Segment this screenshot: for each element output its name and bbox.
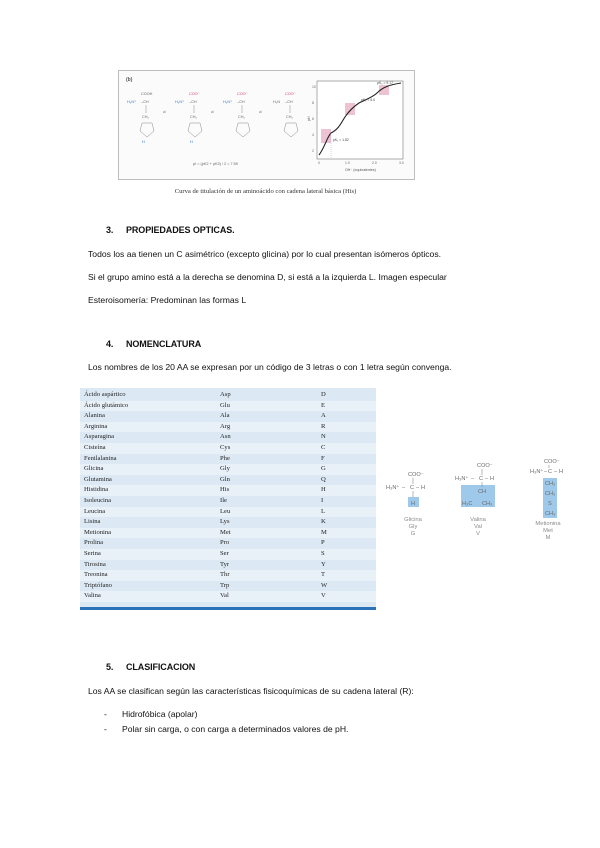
glycine-structure <box>386 472 425 507</box>
section-4-paragraph: Los nombres de los 20 AA se expresan por un código de 3 letras o con 1 letra según convenga. <box>88 362 452 372</box>
y-tick-label: 10 <box>312 85 316 89</box>
aa-name-cell: Valina <box>84 592 101 600</box>
species-3 <box>223 92 250 137</box>
table-row <box>80 411 376 422</box>
svg-text:CH₂: CH₂ <box>545 481 556 487</box>
svg-text:–CH: –CH <box>141 100 149 104</box>
aa-three-letter-cell: Glu <box>220 401 230 409</box>
svg-text:COO⁻: COO⁻ <box>544 459 560 465</box>
aa-one-letter-cell: R <box>321 422 326 430</box>
titration-figure <box>118 70 415 180</box>
svg-text:CH₃: CH₃ <box>482 501 493 507</box>
svg-text:COO⁻: COO⁻ <box>408 472 424 478</box>
aa-three-letter-cell: Gly <box>220 465 230 473</box>
x-tick-label: 2.0 <box>372 161 377 165</box>
glycine-label: Glicina Gly G <box>404 517 422 537</box>
aa-name-cell: Asparagina <box>84 433 115 441</box>
table-row <box>80 401 376 412</box>
svg-text:C: C <box>410 485 415 491</box>
y-tick-label: 8 <box>312 101 314 105</box>
svg-text:C: C <box>548 469 553 475</box>
svg-text:C: C <box>479 476 484 482</box>
svg-text:H₃N⁺: H₃N⁺ <box>223 100 233 104</box>
aa-one-letter-cell: H <box>321 486 326 494</box>
svg-text:COO⁻: COO⁻ <box>285 92 296 96</box>
aa-three-letter-cell: Lys <box>220 518 230 526</box>
aa-one-letter-cell: N <box>321 433 326 441</box>
svg-text:COOH: COOH <box>141 92 153 96</box>
aa-one-letter-cell: M <box>321 528 327 536</box>
titration-graph <box>307 81 404 172</box>
structures-panel <box>378 455 593 555</box>
aa-three-letter-cell: Trp <box>220 581 230 589</box>
svg-text:H: H <box>142 140 145 144</box>
aa-one-letter-cell: F <box>321 454 325 462</box>
svg-text:COO⁻: COO⁻ <box>477 463 493 469</box>
aa-name-cell: Glutamina <box>84 475 112 483</box>
y-tick-label: 6 <box>312 117 314 121</box>
valine-label: Valina Val V <box>470 517 486 537</box>
bullet-text: Polar sin carga, o con carga a determinados valores de pH. <box>122 724 349 734</box>
aa-name-cell: Fenilalanina <box>84 454 117 462</box>
aa-name-cell: Cisteína <box>84 444 106 451</box>
aa-name-cell: Isoleucina <box>84 497 112 504</box>
svg-text:–: – <box>471 476 475 482</box>
svg-text:–: – <box>402 485 406 491</box>
table-row <box>80 443 376 454</box>
pk2-label: pK₂ = 6.0 <box>361 98 376 102</box>
svg-text:–: – <box>554 469 558 475</box>
species-2 <box>175 92 202 144</box>
table-row <box>80 485 376 496</box>
aa-name-cell: Ácido aspártico <box>84 391 126 398</box>
table-row <box>80 570 376 581</box>
species-1 <box>127 92 154 144</box>
aa-one-letter-cell: L <box>321 507 326 515</box>
svg-text:H: H <box>490 476 495 482</box>
svg-text:⇌: ⇌ <box>259 110 262 114</box>
table-row <box>80 496 376 507</box>
aa-one-letter-cell: T <box>321 571 326 579</box>
aa-one-letter-cell: G <box>321 465 326 473</box>
aa-one-letter-cell: D <box>321 391 326 398</box>
aa-name-cell: Ácido glutámico <box>84 401 129 409</box>
aa-name-cell: Tirosina <box>84 560 106 568</box>
svg-text:–: – <box>544 469 548 475</box>
section-5-number: 5. <box>106 662 114 672</box>
svg-text:⇌: ⇌ <box>211 110 214 114</box>
section-5-heading <box>106 662 195 672</box>
table-row <box>80 528 376 539</box>
aa-one-letter-cell: A <box>321 412 326 420</box>
table-row <box>80 475 376 486</box>
amino-acid-table <box>80 388 376 610</box>
pk1-label: pK₁ = 1.82 <box>333 138 349 142</box>
pi-formula: pI = (pK2 + pK3) / 2 = 7.59 <box>193 162 238 166</box>
x-tick-label: 1.0 <box>345 161 350 165</box>
methionine-label: Metionina Met M <box>535 521 561 541</box>
aa-name-cell: Leucina <box>84 507 106 515</box>
section-3-paragraph-2: Si el grupo amino está a la derecha se denomina D, si está a la izquierda L. Imagen especular <box>88 272 447 282</box>
table-row <box>80 591 376 602</box>
svg-text:CH₂: CH₂ <box>545 491 556 497</box>
aa-one-letter-cell: W <box>321 581 328 589</box>
aa-three-letter-cell: Cys <box>220 444 231 451</box>
aa-three-letter-cell: Met <box>220 528 231 536</box>
section-3-paragraph-3: Esteroisomería: Predominan las formas L <box>88 295 247 305</box>
svg-text:CH: CH <box>478 489 487 495</box>
svg-text:H: H <box>421 485 426 491</box>
aa-three-letter-cell: His <box>220 486 230 494</box>
table-row <box>80 560 376 571</box>
aa-one-letter-cell: P <box>321 539 325 547</box>
svg-text:⇌: ⇌ <box>163 110 166 114</box>
aa-three-letter-cell: Leu <box>220 507 231 515</box>
table-row <box>80 390 376 401</box>
section-3-number: 3. <box>106 225 114 235</box>
aa-three-letter-cell: Ala <box>220 412 230 420</box>
table-row <box>80 432 376 443</box>
table-row <box>80 422 376 433</box>
svg-text:COO⁻: COO⁻ <box>189 92 200 96</box>
section-4-number: 4. <box>106 339 114 349</box>
pk2-region <box>345 103 355 115</box>
pk3-label: pK₃ = 9.17 <box>377 81 393 85</box>
svg-text:H: H <box>190 140 193 144</box>
svg-text:–: – <box>416 485 420 491</box>
aa-three-letter-cell: Gln <box>220 475 230 483</box>
svg-text:–CH: –CH <box>285 100 293 104</box>
bullet-text: Hidrofóbica (apolar) <box>122 709 198 719</box>
table-row <box>80 464 376 475</box>
section-3-paragraph-1: Todos los aa tienen un C asimétrico (excepto glicina) por lo cual presentan isómeros ópticos. <box>88 249 442 259</box>
aa-name-cell: Triptófano <box>84 581 112 589</box>
aa-name-cell: Alanina <box>84 412 105 420</box>
section-5-title: CLASIFICACION <box>126 662 196 672</box>
section-4-heading <box>106 339 201 349</box>
table-bottom-bar <box>80 607 376 610</box>
aa-one-letter-cell: Q <box>321 475 326 483</box>
svg-text:–CH: –CH <box>189 100 197 104</box>
aa-three-letter-cell: Ile <box>220 497 227 504</box>
aa-three-letter-cell: Tyr <box>220 560 230 568</box>
aa-name-cell: Histidina <box>84 486 109 494</box>
methionine-structure <box>530 459 563 518</box>
aa-three-letter-cell: Pro <box>220 539 230 547</box>
svg-text:–CH: –CH <box>237 100 245 104</box>
figure-label: (b) <box>126 77 133 83</box>
aa-three-letter-cell: Arg <box>220 422 231 430</box>
table-row <box>80 454 376 465</box>
aa-one-letter-cell: C <box>321 444 326 451</box>
valine-structure <box>455 463 495 507</box>
aa-one-letter-cell: S <box>321 550 325 557</box>
svg-text:COO⁻: COO⁻ <box>237 92 248 96</box>
svg-text:S: S <box>548 501 552 507</box>
svg-text:H: H <box>559 469 564 475</box>
aa-name-cell: Arginina <box>84 422 108 430</box>
svg-text:CH₂: CH₂ <box>238 115 245 119</box>
svg-text:CH₂: CH₂ <box>286 115 293 119</box>
aa-one-letter-cell: Y <box>321 560 326 568</box>
table-row <box>80 538 376 549</box>
aa-one-letter-cell: V <box>321 592 326 600</box>
aa-name-cell: Lisina <box>84 518 101 526</box>
x-tick-label: 0 <box>318 161 320 165</box>
aa-name-cell: Glicina <box>84 465 104 473</box>
svg-text:H₃N⁺: H₃N⁺ <box>175 100 185 104</box>
svg-text:H: H <box>411 501 416 507</box>
graph-ylabel: pH <box>307 116 311 121</box>
graph-xlabel: OH⁻ (equivalentes) <box>345 168 376 172</box>
svg-text:H₃N⁺: H₃N⁺ <box>386 485 400 491</box>
aa-three-letter-cell: Asp <box>220 391 231 398</box>
aa-three-letter-cell: Val <box>220 592 229 600</box>
aa-name-cell: Treonina <box>84 571 108 579</box>
aa-three-letter-cell: Thr <box>220 571 230 579</box>
svg-text:H₃N⁺: H₃N⁺ <box>455 476 469 482</box>
svg-text:H₂N: H₂N <box>273 100 280 104</box>
svg-text:–: – <box>485 476 489 482</box>
aa-three-letter-cell: Asn <box>220 433 231 441</box>
figure-caption: Curva de titulación de un aminoácido con cadena lateral básica (His) <box>174 188 357 195</box>
aa-one-letter-cell: E <box>321 401 326 409</box>
aa-name-cell: Metionina <box>84 528 112 536</box>
section-4-title: NOMENCLATURA <box>126 339 202 349</box>
svg-text:CH₃: CH₃ <box>545 511 556 517</box>
svg-text:H₃N⁺: H₃N⁺ <box>127 100 137 104</box>
section-5-paragraph: Los AA se clasifican según las características fisicoquímicas de su cadena lateral (R): <box>88 686 414 696</box>
aa-one-letter-cell: I <box>321 497 324 504</box>
table-row <box>80 507 376 518</box>
svg-text:H₃C: H₃C <box>462 501 473 507</box>
x-tick-label: 3.0 <box>399 161 404 165</box>
table-row <box>80 549 376 560</box>
aa-name-cell: Prolina <box>84 539 104 547</box>
table-row <box>80 581 376 592</box>
y-tick-label: 2 <box>312 149 314 153</box>
y-tick-label: 4 <box>312 133 314 137</box>
aa-three-letter-cell: Ser <box>220 550 229 557</box>
section-3-title: PROPIEDADES OPTICAS. <box>126 225 235 235</box>
section-3-heading <box>106 225 235 235</box>
aa-three-letter-cell: Phe <box>220 454 230 462</box>
aa-name-cell: Serina <box>84 550 101 557</box>
svg-text:CH₂: CH₂ <box>142 115 149 119</box>
svg-text:H₃N⁺: H₃N⁺ <box>530 469 544 475</box>
table-row <box>80 517 376 528</box>
titration-figure-svg <box>119 71 414 179</box>
svg-text:CH₂: CH₂ <box>190 115 197 119</box>
aa-one-letter-cell: K <box>321 518 326 526</box>
species-4 <box>273 92 298 137</box>
